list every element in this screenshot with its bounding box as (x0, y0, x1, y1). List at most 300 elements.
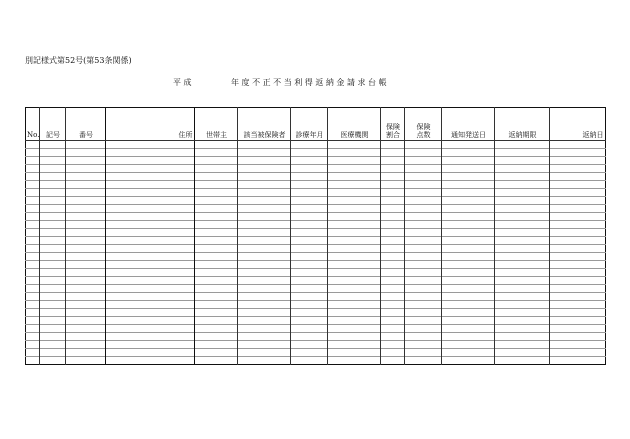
table-cell-shinryo[interactable] (291, 325, 328, 333)
table-cell-wariai[interactable] (381, 285, 405, 293)
table-cell-hihokensha[interactable] (238, 277, 291, 285)
table-cell-setainushi[interactable] (195, 149, 238, 157)
table-cell-jusho[interactable] (106, 285, 195, 293)
table-cell-tensu[interactable] (405, 165, 442, 173)
table-cell-hassobi[interactable] (442, 221, 495, 229)
table-cell-wariai[interactable] (381, 341, 405, 349)
table-cell-setainushi[interactable] (195, 229, 238, 237)
table-cell-wariai[interactable] (381, 237, 405, 245)
table-cell-hihokensha[interactable] (238, 253, 291, 261)
table-cell-kigen[interactable] (495, 181, 550, 189)
table-cell-hihokensha[interactable] (238, 141, 291, 149)
table-cell-hihokensha[interactable] (238, 285, 291, 293)
table-cell-kigen[interactable] (495, 213, 550, 221)
table-cell-hennobi[interactable] (550, 269, 606, 277)
table-cell-hennobi[interactable] (550, 325, 606, 333)
table-cell-kigo[interactable] (40, 325, 66, 333)
table-cell-tensu[interactable] (405, 325, 442, 333)
table-cell-tensu[interactable] (405, 317, 442, 325)
table-cell-hennobi[interactable] (550, 309, 606, 317)
table-cell-shinryo[interactable] (291, 261, 328, 269)
table-cell-wariai[interactable] (381, 213, 405, 221)
table-cell-kigo[interactable] (40, 221, 66, 229)
table-cell-kigo[interactable] (40, 309, 66, 317)
table-cell-tensu[interactable] (405, 181, 442, 189)
table-cell-jusho[interactable] (106, 317, 195, 325)
table-cell-iryokikan[interactable] (328, 261, 381, 269)
table-cell-kigo[interactable] (40, 301, 66, 309)
table-cell-shinryo[interactable] (291, 293, 328, 301)
table-cell-kigen[interactable] (495, 221, 550, 229)
table-cell-jusho[interactable] (106, 301, 195, 309)
table-cell-kigen[interactable] (495, 245, 550, 253)
table-cell-wariai[interactable] (381, 173, 405, 181)
table-cell-iryokikan[interactable] (328, 293, 381, 301)
table-cell-no[interactable] (26, 253, 40, 261)
table-cell-hassobi[interactable] (442, 189, 495, 197)
table-cell-iryokikan[interactable] (328, 349, 381, 357)
table-cell-hennobi[interactable] (550, 173, 606, 181)
table-cell-shinryo[interactable] (291, 213, 328, 221)
table-cell-hennobi[interactable] (550, 277, 606, 285)
table-cell-hihokensha[interactable] (238, 341, 291, 349)
table-cell-wariai[interactable] (381, 149, 405, 157)
table-cell-no[interactable] (26, 157, 40, 165)
table-cell-kigo[interactable] (40, 165, 66, 173)
table-cell-tensu[interactable] (405, 229, 442, 237)
table-cell-jusho[interactable] (106, 189, 195, 197)
table-cell-jusho[interactable] (106, 293, 195, 301)
table-cell-hassobi[interactable] (442, 149, 495, 157)
table-cell-tensu[interactable] (405, 157, 442, 165)
table-cell-iryokikan[interactable] (328, 205, 381, 213)
table-cell-hihokensha[interactable] (238, 309, 291, 317)
table-cell-no[interactable] (26, 245, 40, 253)
table-cell-hassobi[interactable] (442, 261, 495, 269)
table-cell-jusho[interactable] (106, 221, 195, 229)
table-cell-hennobi[interactable] (550, 261, 606, 269)
table-cell-iryokikan[interactable] (328, 357, 381, 365)
table-cell-hennobi[interactable] (550, 141, 606, 149)
table-cell-no[interactable] (26, 293, 40, 301)
table-cell-hassobi[interactable] (442, 341, 495, 349)
table-cell-iryokikan[interactable] (328, 285, 381, 293)
table-cell-iryokikan[interactable] (328, 165, 381, 173)
table-cell-jusho[interactable] (106, 245, 195, 253)
table-cell-no[interactable] (26, 357, 40, 365)
table-cell-jusho[interactable] (106, 205, 195, 213)
table-cell-no[interactable] (26, 269, 40, 277)
table-cell-hennobi[interactable] (550, 197, 606, 205)
table-cell-no[interactable] (26, 141, 40, 149)
table-cell-hassobi[interactable] (442, 229, 495, 237)
table-cell-kigen[interactable] (495, 237, 550, 245)
table-cell-wariai[interactable] (381, 165, 405, 173)
table-cell-hihokensha[interactable] (238, 349, 291, 357)
table-cell-kigo[interactable] (40, 349, 66, 357)
table-cell-hihokensha[interactable] (238, 149, 291, 157)
table-cell-tensu[interactable] (405, 173, 442, 181)
table-cell-hennobi[interactable] (550, 229, 606, 237)
table-cell-shinryo[interactable] (291, 237, 328, 245)
table-cell-hennobi[interactable] (550, 293, 606, 301)
table-cell-setainushi[interactable] (195, 173, 238, 181)
table-cell-kigo[interactable] (40, 149, 66, 157)
table-cell-hassobi[interactable] (442, 173, 495, 181)
table-cell-shinryo[interactable] (291, 269, 328, 277)
table-cell-hassobi[interactable] (442, 141, 495, 149)
table-cell-kigen[interactable] (495, 165, 550, 173)
table-cell-shinryo[interactable] (291, 181, 328, 189)
table-cell-tensu[interactable] (405, 197, 442, 205)
table-cell-hassobi[interactable] (442, 277, 495, 285)
table-cell-kigo[interactable] (40, 189, 66, 197)
table-cell-tensu[interactable] (405, 149, 442, 157)
table-cell-hihokensha[interactable] (238, 333, 291, 341)
table-cell-tensu[interactable] (405, 237, 442, 245)
table-cell-setainushi[interactable] (195, 333, 238, 341)
table-cell-setainushi[interactable] (195, 357, 238, 365)
table-cell-bango[interactable] (66, 293, 106, 301)
table-cell-jusho[interactable] (106, 357, 195, 365)
table-cell-kigo[interactable] (40, 285, 66, 293)
table-cell-kigen[interactable] (495, 189, 550, 197)
table-cell-kigo[interactable] (40, 237, 66, 245)
table-cell-tensu[interactable] (405, 301, 442, 309)
table-cell-hihokensha[interactable] (238, 157, 291, 165)
table-cell-kigen[interactable] (495, 157, 550, 165)
table-cell-hihokensha[interactable] (238, 293, 291, 301)
table-cell-bango[interactable] (66, 349, 106, 357)
table-cell-setainushi[interactable] (195, 349, 238, 357)
table-cell-kigo[interactable] (40, 181, 66, 189)
table-cell-setainushi[interactable] (195, 181, 238, 189)
table-cell-hennobi[interactable] (550, 213, 606, 221)
table-cell-kigo[interactable] (40, 141, 66, 149)
table-cell-setainushi[interactable] (195, 253, 238, 261)
table-cell-bango[interactable] (66, 245, 106, 253)
table-cell-hihokensha[interactable] (238, 221, 291, 229)
table-cell-hihokensha[interactable] (238, 173, 291, 181)
table-cell-hassobi[interactable] (442, 301, 495, 309)
table-cell-iryokikan[interactable] (328, 213, 381, 221)
table-cell-kigen[interactable] (495, 197, 550, 205)
table-cell-tensu[interactable] (405, 293, 442, 301)
table-cell-iryokikan[interactable] (328, 309, 381, 317)
table-cell-hassobi[interactable] (442, 357, 495, 365)
table-cell-bango[interactable] (66, 197, 106, 205)
table-cell-setainushi[interactable] (195, 197, 238, 205)
table-cell-hihokensha[interactable] (238, 269, 291, 277)
table-cell-bango[interactable] (66, 317, 106, 325)
table-cell-kigen[interactable] (495, 293, 550, 301)
table-cell-kigen[interactable] (495, 253, 550, 261)
table-cell-kigo[interactable] (40, 157, 66, 165)
table-cell-wariai[interactable] (381, 349, 405, 357)
table-cell-tensu[interactable] (405, 245, 442, 253)
table-cell-bango[interactable] (66, 341, 106, 349)
table-cell-wariai[interactable] (381, 293, 405, 301)
table-cell-bango[interactable] (66, 333, 106, 341)
table-cell-kigen[interactable] (495, 357, 550, 365)
table-cell-wariai[interactable] (381, 317, 405, 325)
table-cell-hassobi[interactable] (442, 181, 495, 189)
table-cell-iryokikan[interactable] (328, 341, 381, 349)
table-cell-bango[interactable] (66, 253, 106, 261)
table-cell-hassobi[interactable] (442, 269, 495, 277)
table-cell-hassobi[interactable] (442, 309, 495, 317)
table-cell-kigen[interactable] (495, 285, 550, 293)
table-cell-jusho[interactable] (106, 277, 195, 285)
table-cell-tensu[interactable] (405, 205, 442, 213)
table-cell-jusho[interactable] (106, 181, 195, 189)
table-cell-kigo[interactable] (40, 317, 66, 325)
table-cell-hennobi[interactable] (550, 189, 606, 197)
table-cell-tensu[interactable] (405, 253, 442, 261)
table-cell-no[interactable] (26, 277, 40, 285)
table-cell-hihokensha[interactable] (238, 197, 291, 205)
table-cell-setainushi[interactable] (195, 157, 238, 165)
table-cell-tensu[interactable] (405, 285, 442, 293)
table-cell-wariai[interactable] (381, 189, 405, 197)
table-cell-no[interactable] (26, 317, 40, 325)
table-cell-hihokensha[interactable] (238, 213, 291, 221)
table-cell-shinryo[interactable] (291, 189, 328, 197)
table-cell-hennobi[interactable] (550, 357, 606, 365)
table-cell-hennobi[interactable] (550, 245, 606, 253)
table-cell-kigo[interactable] (40, 357, 66, 365)
table-cell-shinryo[interactable] (291, 197, 328, 205)
table-cell-tensu[interactable] (405, 261, 442, 269)
table-cell-no[interactable] (26, 197, 40, 205)
table-cell-bango[interactable] (66, 237, 106, 245)
table-cell-hassobi[interactable] (442, 213, 495, 221)
table-cell-hennobi[interactable] (550, 349, 606, 357)
table-cell-setainushi[interactable] (195, 269, 238, 277)
table-cell-shinryo[interactable] (291, 317, 328, 325)
table-cell-kigen[interactable] (495, 141, 550, 149)
table-cell-hassobi[interactable] (442, 253, 495, 261)
table-cell-wariai[interactable] (381, 221, 405, 229)
table-cell-wariai[interactable] (381, 141, 405, 149)
table-cell-bango[interactable] (66, 285, 106, 293)
table-cell-tensu[interactable] (405, 277, 442, 285)
table-cell-shinryo[interactable] (291, 309, 328, 317)
table-cell-hennobi[interactable] (550, 237, 606, 245)
table-cell-no[interactable] (26, 325, 40, 333)
table-cell-iryokikan[interactable] (328, 237, 381, 245)
table-cell-hennobi[interactable] (550, 181, 606, 189)
table-cell-hihokensha[interactable] (238, 189, 291, 197)
table-cell-shinryo[interactable] (291, 349, 328, 357)
table-cell-wariai[interactable] (381, 197, 405, 205)
table-cell-jusho[interactable] (106, 149, 195, 157)
table-cell-kigo[interactable] (40, 277, 66, 285)
table-cell-hihokensha[interactable] (238, 301, 291, 309)
table-cell-kigen[interactable] (495, 149, 550, 157)
table-cell-wariai[interactable] (381, 357, 405, 365)
table-cell-wariai[interactable] (381, 253, 405, 261)
table-cell-setainushi[interactable] (195, 213, 238, 221)
table-cell-hassobi[interactable] (442, 165, 495, 173)
table-cell-hennobi[interactable] (550, 285, 606, 293)
table-cell-hihokensha[interactable] (238, 325, 291, 333)
table-cell-bango[interactable] (66, 357, 106, 365)
table-cell-setainushi[interactable] (195, 165, 238, 173)
table-cell-bango[interactable] (66, 205, 106, 213)
table-cell-setainushi[interactable] (195, 285, 238, 293)
table-cell-shinryo[interactable] (291, 229, 328, 237)
table-cell-hihokensha[interactable] (238, 165, 291, 173)
table-cell-shinryo[interactable] (291, 173, 328, 181)
table-cell-bango[interactable] (66, 301, 106, 309)
table-cell-kigen[interactable] (495, 333, 550, 341)
table-cell-jusho[interactable] (106, 309, 195, 317)
table-cell-setainushi[interactable] (195, 317, 238, 325)
table-cell-no[interactable] (26, 149, 40, 157)
table-cell-tensu[interactable] (405, 141, 442, 149)
table-cell-hassobi[interactable] (442, 349, 495, 357)
table-cell-shinryo[interactable] (291, 341, 328, 349)
table-cell-wariai[interactable] (381, 301, 405, 309)
table-cell-wariai[interactable] (381, 325, 405, 333)
table-cell-iryokikan[interactable] (328, 173, 381, 181)
table-cell-tensu[interactable] (405, 221, 442, 229)
table-cell-bango[interactable] (66, 221, 106, 229)
table-cell-jusho[interactable] (106, 333, 195, 341)
table-cell-kigen[interactable] (495, 325, 550, 333)
table-cell-tensu[interactable] (405, 333, 442, 341)
table-cell-wariai[interactable] (381, 229, 405, 237)
table-cell-hennobi[interactable] (550, 301, 606, 309)
table-cell-kigo[interactable] (40, 293, 66, 301)
table-cell-jusho[interactable] (106, 269, 195, 277)
table-cell-kigo[interactable] (40, 205, 66, 213)
table-cell-kigo[interactable] (40, 213, 66, 221)
table-cell-kigen[interactable] (495, 173, 550, 181)
table-cell-kigen[interactable] (495, 341, 550, 349)
table-cell-hennobi[interactable] (550, 157, 606, 165)
table-cell-kigo[interactable] (40, 261, 66, 269)
table-cell-shinryo[interactable] (291, 141, 328, 149)
table-cell-kigo[interactable] (40, 253, 66, 261)
table-cell-kigo[interactable] (40, 197, 66, 205)
table-cell-iryokikan[interactable] (328, 333, 381, 341)
table-cell-shinryo[interactable] (291, 149, 328, 157)
table-cell-bango[interactable] (66, 309, 106, 317)
table-cell-hassobi[interactable] (442, 245, 495, 253)
table-cell-tensu[interactable] (405, 349, 442, 357)
table-cell-tensu[interactable] (405, 309, 442, 317)
table-cell-setainushi[interactable] (195, 277, 238, 285)
table-cell-bango[interactable] (66, 173, 106, 181)
table-cell-wariai[interactable] (381, 277, 405, 285)
table-cell-no[interactable] (26, 213, 40, 221)
table-cell-jusho[interactable] (106, 325, 195, 333)
table-cell-bango[interactable] (66, 165, 106, 173)
table-cell-shinryo[interactable] (291, 165, 328, 173)
table-cell-no[interactable] (26, 349, 40, 357)
table-cell-no[interactable] (26, 189, 40, 197)
table-cell-jusho[interactable] (106, 229, 195, 237)
table-cell-shinryo[interactable] (291, 205, 328, 213)
table-cell-hennobi[interactable] (550, 341, 606, 349)
table-cell-setainushi[interactable] (195, 141, 238, 149)
table-cell-hihokensha[interactable] (238, 181, 291, 189)
table-cell-wariai[interactable] (381, 181, 405, 189)
table-cell-bango[interactable] (66, 181, 106, 189)
table-cell-jusho[interactable] (106, 157, 195, 165)
table-cell-no[interactable] (26, 285, 40, 293)
table-cell-jusho[interactable] (106, 213, 195, 221)
table-cell-shinryo[interactable] (291, 157, 328, 165)
table-cell-bango[interactable] (66, 157, 106, 165)
table-cell-shinryo[interactable] (291, 285, 328, 293)
table-cell-shinryo[interactable] (291, 301, 328, 309)
table-cell-shinryo[interactable] (291, 245, 328, 253)
table-cell-iryokikan[interactable] (328, 277, 381, 285)
table-cell-kigo[interactable] (40, 245, 66, 253)
table-cell-jusho[interactable] (106, 349, 195, 357)
table-cell-kigen[interactable] (495, 317, 550, 325)
table-cell-iryokikan[interactable] (328, 317, 381, 325)
table-cell-kigo[interactable] (40, 341, 66, 349)
table-cell-iryokikan[interactable] (328, 245, 381, 253)
table-cell-hihokensha[interactable] (238, 237, 291, 245)
table-cell-bango[interactable] (66, 325, 106, 333)
table-cell-bango[interactable] (66, 141, 106, 149)
table-cell-tensu[interactable] (405, 269, 442, 277)
table-cell-hassobi[interactable] (442, 197, 495, 205)
table-cell-no[interactable] (26, 237, 40, 245)
table-cell-shinryo[interactable] (291, 253, 328, 261)
table-cell-setainushi[interactable] (195, 261, 238, 269)
table-cell-hassobi[interactable] (442, 325, 495, 333)
table-cell-wariai[interactable] (381, 205, 405, 213)
table-cell-hihokensha[interactable] (238, 357, 291, 365)
table-cell-hassobi[interactable] (442, 317, 495, 325)
table-cell-wariai[interactable] (381, 261, 405, 269)
table-cell-iryokikan[interactable] (328, 149, 381, 157)
table-cell-bango[interactable] (66, 269, 106, 277)
table-cell-hennobi[interactable] (550, 165, 606, 173)
table-cell-hassobi[interactable] (442, 237, 495, 245)
table-cell-no[interactable] (26, 261, 40, 269)
table-cell-jusho[interactable] (106, 253, 195, 261)
table-cell-hassobi[interactable] (442, 157, 495, 165)
table-cell-hihokensha[interactable] (238, 229, 291, 237)
table-cell-bango[interactable] (66, 229, 106, 237)
table-cell-bango[interactable] (66, 189, 106, 197)
table-cell-shinryo[interactable] (291, 333, 328, 341)
table-cell-iryokikan[interactable] (328, 269, 381, 277)
table-cell-iryokikan[interactable] (328, 141, 381, 149)
table-cell-no[interactable] (26, 229, 40, 237)
table-cell-no[interactable] (26, 309, 40, 317)
table-cell-jusho[interactable] (106, 173, 195, 181)
table-cell-kigen[interactable] (495, 261, 550, 269)
table-cell-tensu[interactable] (405, 189, 442, 197)
table-cell-setainushi[interactable] (195, 189, 238, 197)
table-cell-iryokikan[interactable] (328, 325, 381, 333)
table-cell-hassobi[interactable] (442, 285, 495, 293)
table-cell-kigo[interactable] (40, 269, 66, 277)
table-cell-hassobi[interactable] (442, 205, 495, 213)
table-cell-jusho[interactable] (106, 261, 195, 269)
table-cell-hihokensha[interactable] (238, 245, 291, 253)
table-cell-setainushi[interactable] (195, 245, 238, 253)
table-cell-kigen[interactable] (495, 301, 550, 309)
